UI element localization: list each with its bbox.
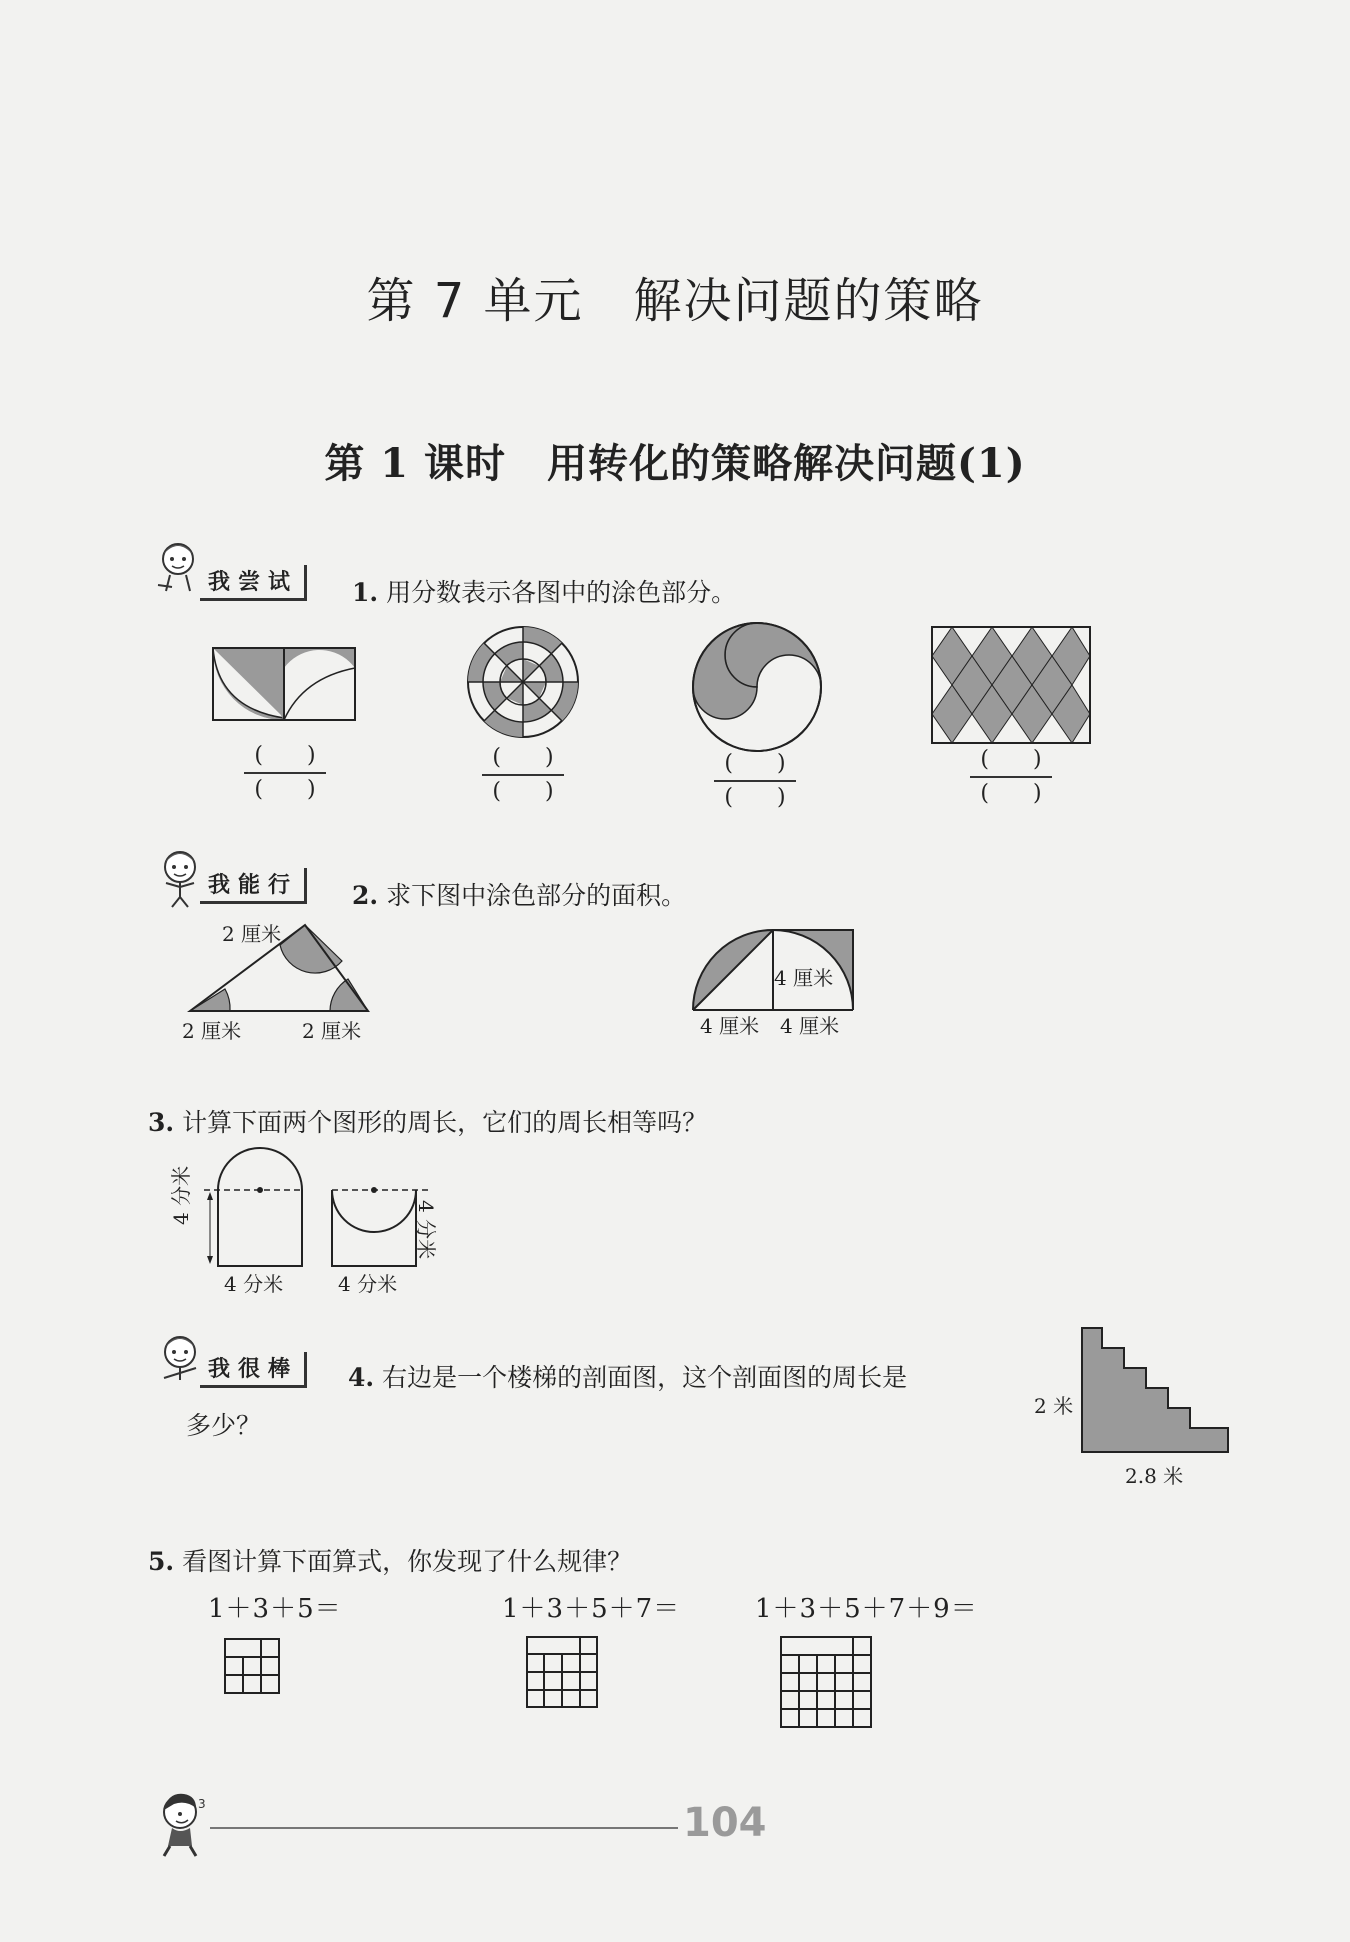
q2-number: 2.: [352, 881, 379, 910]
q3-side-label-1: 4 分米: [169, 1165, 193, 1225]
denominator-blank[interactable]: ( ): [980, 781, 1042, 806]
numerator-blank[interactable]: ( ): [980, 747, 1042, 772]
lesson-title: 第 1 课时 用转化的策略解决问题(1): [324, 440, 1026, 487]
q4-number: 4.: [348, 1363, 375, 1392]
q5-prompt: 看图计算下面算式，你发现了什么规律？: [182, 1547, 633, 1576]
denominator-blank[interactable]: ( ): [254, 777, 316, 802]
unit-title: 第 7 单元 解决问题的策略: [366, 273, 984, 329]
q2-triangle-top-label: 2 厘米: [222, 922, 282, 946]
q3-prompt: 计算下面两个图形的周长，它们的周长相等吗？: [182, 1108, 708, 1137]
svg-text:3: 3: [198, 1797, 206, 1811]
q5-grid-4x4: [526, 1636, 598, 1712]
mascot-try-icon: [148, 535, 208, 601]
q5-grid-3x3: [224, 1638, 280, 1698]
denominator-blank[interactable]: ( ): [492, 779, 554, 804]
badge-great: 我很棒: [200, 1352, 307, 1388]
q2-prompt: 求下图中涂色部分的面积。: [386, 881, 687, 910]
numerator-blank[interactable]: ( ): [254, 743, 316, 768]
footer-mascot-icon: [150, 1790, 214, 1862]
q1-prompt: 用分数表示各图中的涂色部分。: [386, 578, 737, 607]
q2-quad-height-label: 4 厘米: [774, 966, 834, 990]
numerator-blank[interactable]: ( ): [724, 751, 786, 776]
badge-can: 我能行: [200, 868, 307, 904]
q3-text: [148, 1103, 707, 1139]
q5-text: [148, 1542, 632, 1578]
badge-try: 我尝试: [200, 565, 307, 601]
q1-answer-2[interactable]: [478, 744, 568, 806]
q4-height-label: 2 米: [1034, 1394, 1074, 1418]
q4-width-label: 2.8 米: [1125, 1464, 1184, 1488]
q5-equation-3: 1＋3＋5＋7＋9＝: [755, 1594, 978, 1624]
q1-figure-target-circle: [467, 626, 579, 742]
q1-text: [352, 573, 736, 609]
fraction-bar: [970, 776, 1052, 778]
fraction-bar: [714, 780, 796, 782]
q5-equation-2: 1＋3＋5＋7＝: [502, 1594, 681, 1624]
numerator-blank[interactable]: ( ): [492, 745, 554, 770]
page-number: 104: [683, 1800, 767, 1846]
q5-equation-1: 1＋3＋5＝: [208, 1594, 342, 1624]
q2-quad-base-right-label: 4 厘米: [780, 1014, 840, 1038]
fraction-bar: [244, 772, 326, 774]
q2-quad-base-left-label: 4 厘米: [700, 1014, 760, 1038]
q5-number: 5.: [148, 1547, 175, 1576]
q3-base-label-2: 4 分米: [338, 1272, 398, 1296]
q1-figure-diamond-grid: [932, 627, 1090, 747]
q1-figure-rectangle: [213, 648, 355, 724]
q3-base-label-1: 4 分米: [224, 1272, 284, 1296]
denominator-blank[interactable]: ( ): [724, 785, 786, 810]
q4-staircase-figure: [1082, 1328, 1230, 1458]
q2-triangle-left-label: 2 厘米: [182, 1019, 242, 1043]
q1-number: 1.: [352, 578, 379, 607]
q2-triangle-right-label: 2 厘米: [302, 1019, 362, 1043]
q1-answer-3[interactable]: [710, 750, 800, 812]
q4-prompt: 右边是一个楼梯的剖面图，这个剖面图的周长是: [382, 1363, 908, 1392]
q3-number: 3.: [148, 1108, 175, 1137]
q1-figure-swirl-circle: [692, 622, 822, 756]
q3-side-label-2: 4 分米: [414, 1200, 438, 1260]
fraction-bar: [482, 774, 564, 776]
q4-prompt-cont: 多少？: [186, 1411, 262, 1440]
q5-grid-5x5: [780, 1636, 872, 1732]
q1-answer-4[interactable]: [966, 746, 1056, 808]
q1-answer-1[interactable]: [240, 742, 330, 804]
q2-text: [352, 876, 686, 912]
q4-text: [348, 1358, 907, 1394]
footer-rule: [210, 1827, 678, 1829]
